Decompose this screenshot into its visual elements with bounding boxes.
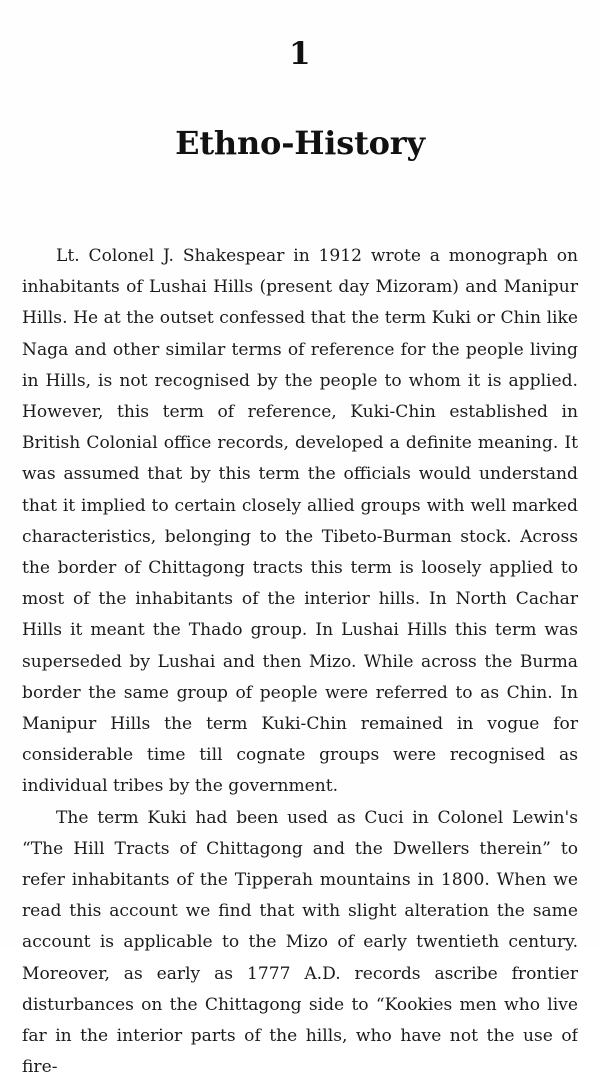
- body-paragraph-2: [22, 803, 578, 1083]
- paragraph-text: Lt. Colonel J. Shakespear in 1912 wrote a monograph on inhabitants of Lushai Hills (present day Mizoram) and Manipur Hills. He at the outset confessed that the term Kuki or Chin like Naga and other similar terms of reference for the people living in Hills, is not recognised by the people to whom it is applied. However, this term of reference, Kuki-Chin established in British Colonial office records, developed a definite meaning. It was assumed that by this term the officials would understand that it implied to certain closely allied groups with well marked characteristics, belonging to the Tibeto-Burman stock. Across the border of Chittagong tracts this term is loosely applied to most of the inhabitants of the interior hills. In North Cachar Hills it meant the Thado group. In Lushai Hills this term was superseded by Lushai and then Mizo. While across the Burma border the same group of people were referred to as Chin. In Manipur Hills the term Kuki-Chin remained in vogue for considerable time till cognate groups were recognised as individual tribes by the government.: [22, 246, 578, 797]
- chapter-number: 1: [288, 36, 312, 72]
- page-title: Ethno-History: [175, 124, 425, 162]
- paragraph-text: The term Kuki had been used as Cuci in Colonel Lewin's “The Hill Tracts of Chittagong and the Dwellers therein” to refer inhabitants of the Tipperah mountains in 1800. When we read this account we find that with slight alteration the same account is applicable to the Mizo of early twentieth century. Moreover, as early as 1777 A.D. records ascribe frontier disturbances on the Chittagong side to “Kookies men who live far in the interior parts of the hills, who have not the use of fire-: [22, 807, 578, 1078]
- body-paragraph-1: [22, 241, 578, 803]
